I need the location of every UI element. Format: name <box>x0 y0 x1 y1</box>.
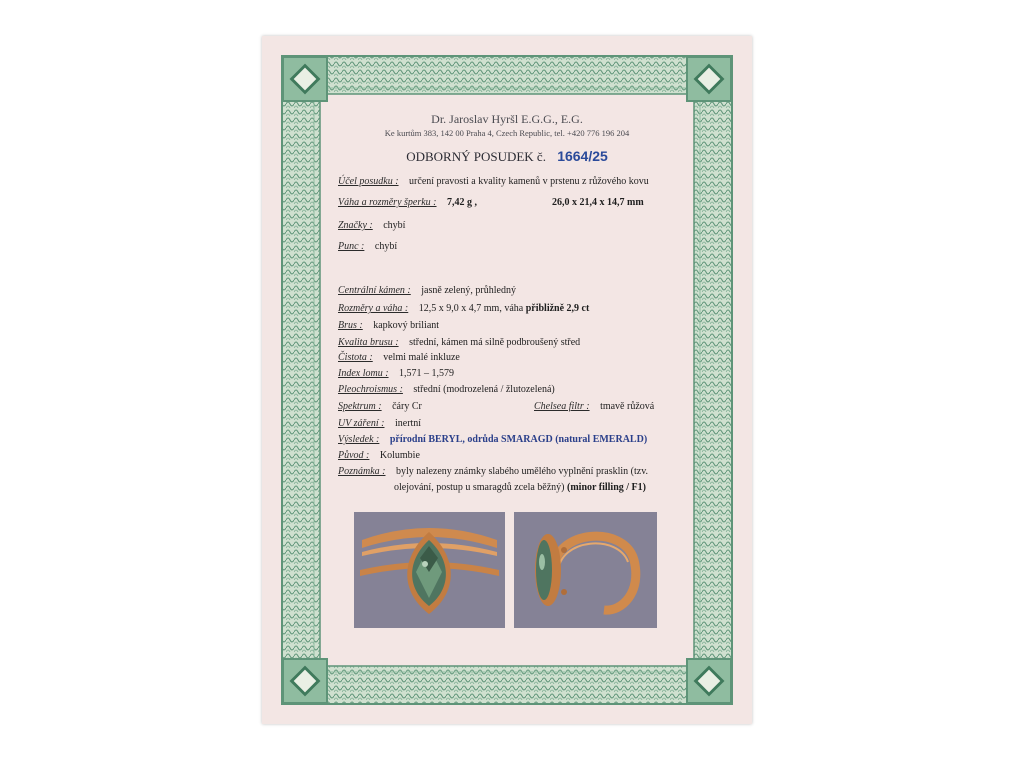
size-weight: přibližně 2,9 ct <box>525 303 590 314</box>
ri-label: Index lomu : <box>338 368 389 379</box>
note-line2: olejování, postup u smaragdů zcela běžný) <box>394 482 565 493</box>
hallmark-label: Punc : <box>338 241 365 252</box>
ring-side-image <box>514 512 657 628</box>
note-bold: (minor filling / F1) <box>567 482 646 493</box>
central-value: jasně zelený, průhledný <box>421 285 516 296</box>
cut-label: Brus : <box>338 320 363 331</box>
clarity-row <box>338 352 460 363</box>
central-label: Centrální kámen : <box>338 285 411 296</box>
weight-row <box>338 197 477 208</box>
origin-row <box>338 450 420 461</box>
note-line2-row <box>394 482 646 493</box>
pleochroism-row <box>338 384 555 395</box>
cut-quality-value: střední, kámen má silně podbroušený střed <box>409 337 581 348</box>
cut-row <box>338 320 439 331</box>
result-value: přírodní BERYL, odrůda SMARAGD (natural EMERALD) <box>389 434 648 445</box>
certificate-number: 1664/25 <box>557 148 608 164</box>
issuer-address: Ke kurtům 383, 142 00 Praha 4, Czech Republic, tel. +420 776 196 204 <box>384 128 630 138</box>
size-label: Rozměry a váha : <box>338 303 409 314</box>
chelsea-label: Chelsea filtr : <box>534 401 590 412</box>
issuer-name: Dr. Jaroslav Hyršl E.G.G., E.G. <box>431 112 583 126</box>
certificate-heading <box>262 148 752 165</box>
ring-front-image <box>354 512 505 628</box>
cut-value: kapkový briliant <box>373 320 440 331</box>
ri-row <box>338 368 454 379</box>
ring-front-photo <box>354 512 505 628</box>
origin-label: Původ : <box>338 450 370 461</box>
pleochroism-label: Pleochroismus : <box>338 384 403 395</box>
central-row <box>338 285 516 296</box>
marks-value: chybí <box>383 220 406 231</box>
pleochroism-value: střední (modrozelená / žlutozelená) <box>413 384 555 395</box>
marks-row <box>338 220 405 231</box>
purpose-row <box>338 176 649 187</box>
ring-side-photo <box>514 512 657 628</box>
weight-value: 7,42 g , <box>447 197 478 208</box>
certificate-content <box>262 36 752 724</box>
spectrum-value: čáry Cr <box>392 401 422 412</box>
uv-label: UV záření : <box>338 418 385 429</box>
uv-row <box>338 418 421 429</box>
spectrum-row <box>338 401 422 412</box>
note-label: Poznámka : <box>338 466 386 477</box>
certificate-title: ODBORNÝ POSUDEK č. <box>406 149 546 164</box>
size-row <box>338 303 589 314</box>
note-line1: byly nalezeny známky slabého umělého vyplnění prasklin (tzv. <box>396 466 649 477</box>
hallmark-value: chybí <box>374 241 398 252</box>
spectrum-label: Spektrum : <box>338 401 382 412</box>
marks-label: Značky : <box>338 220 373 231</box>
uv-value: inertní <box>394 418 422 429</box>
ri-value: 1,571 – 1,579 <box>399 368 455 379</box>
size-value: 12,5 x 9,0 x 4,7 mm, váha <box>418 303 524 314</box>
cut-quality-row <box>338 337 580 348</box>
clarity-value: velmi malé inkluze <box>383 352 460 363</box>
origin-value: Kolumbie <box>379 450 420 461</box>
dimensions-value: 26,0 x 21,4 x 14,7 mm <box>552 197 644 208</box>
certificate-paper <box>262 36 752 724</box>
purpose-value: určení pravosti a kvality kamenů v prstenu z růžového kovu <box>409 176 649 187</box>
chelsea-row <box>534 401 654 412</box>
weight-label: Váha a rozměry šperku : <box>338 197 437 208</box>
chelsea-value: tmavě růžová <box>600 401 655 412</box>
cut-quality-label: Kvalita brusu : <box>338 337 399 348</box>
result-label: Výsledek : <box>338 434 380 445</box>
clarity-label: Čistota : <box>338 352 373 363</box>
result-row <box>338 434 647 445</box>
hallmark-row <box>338 241 397 252</box>
note-row <box>338 466 648 477</box>
purpose-label: Účel posudku : <box>338 176 399 187</box>
